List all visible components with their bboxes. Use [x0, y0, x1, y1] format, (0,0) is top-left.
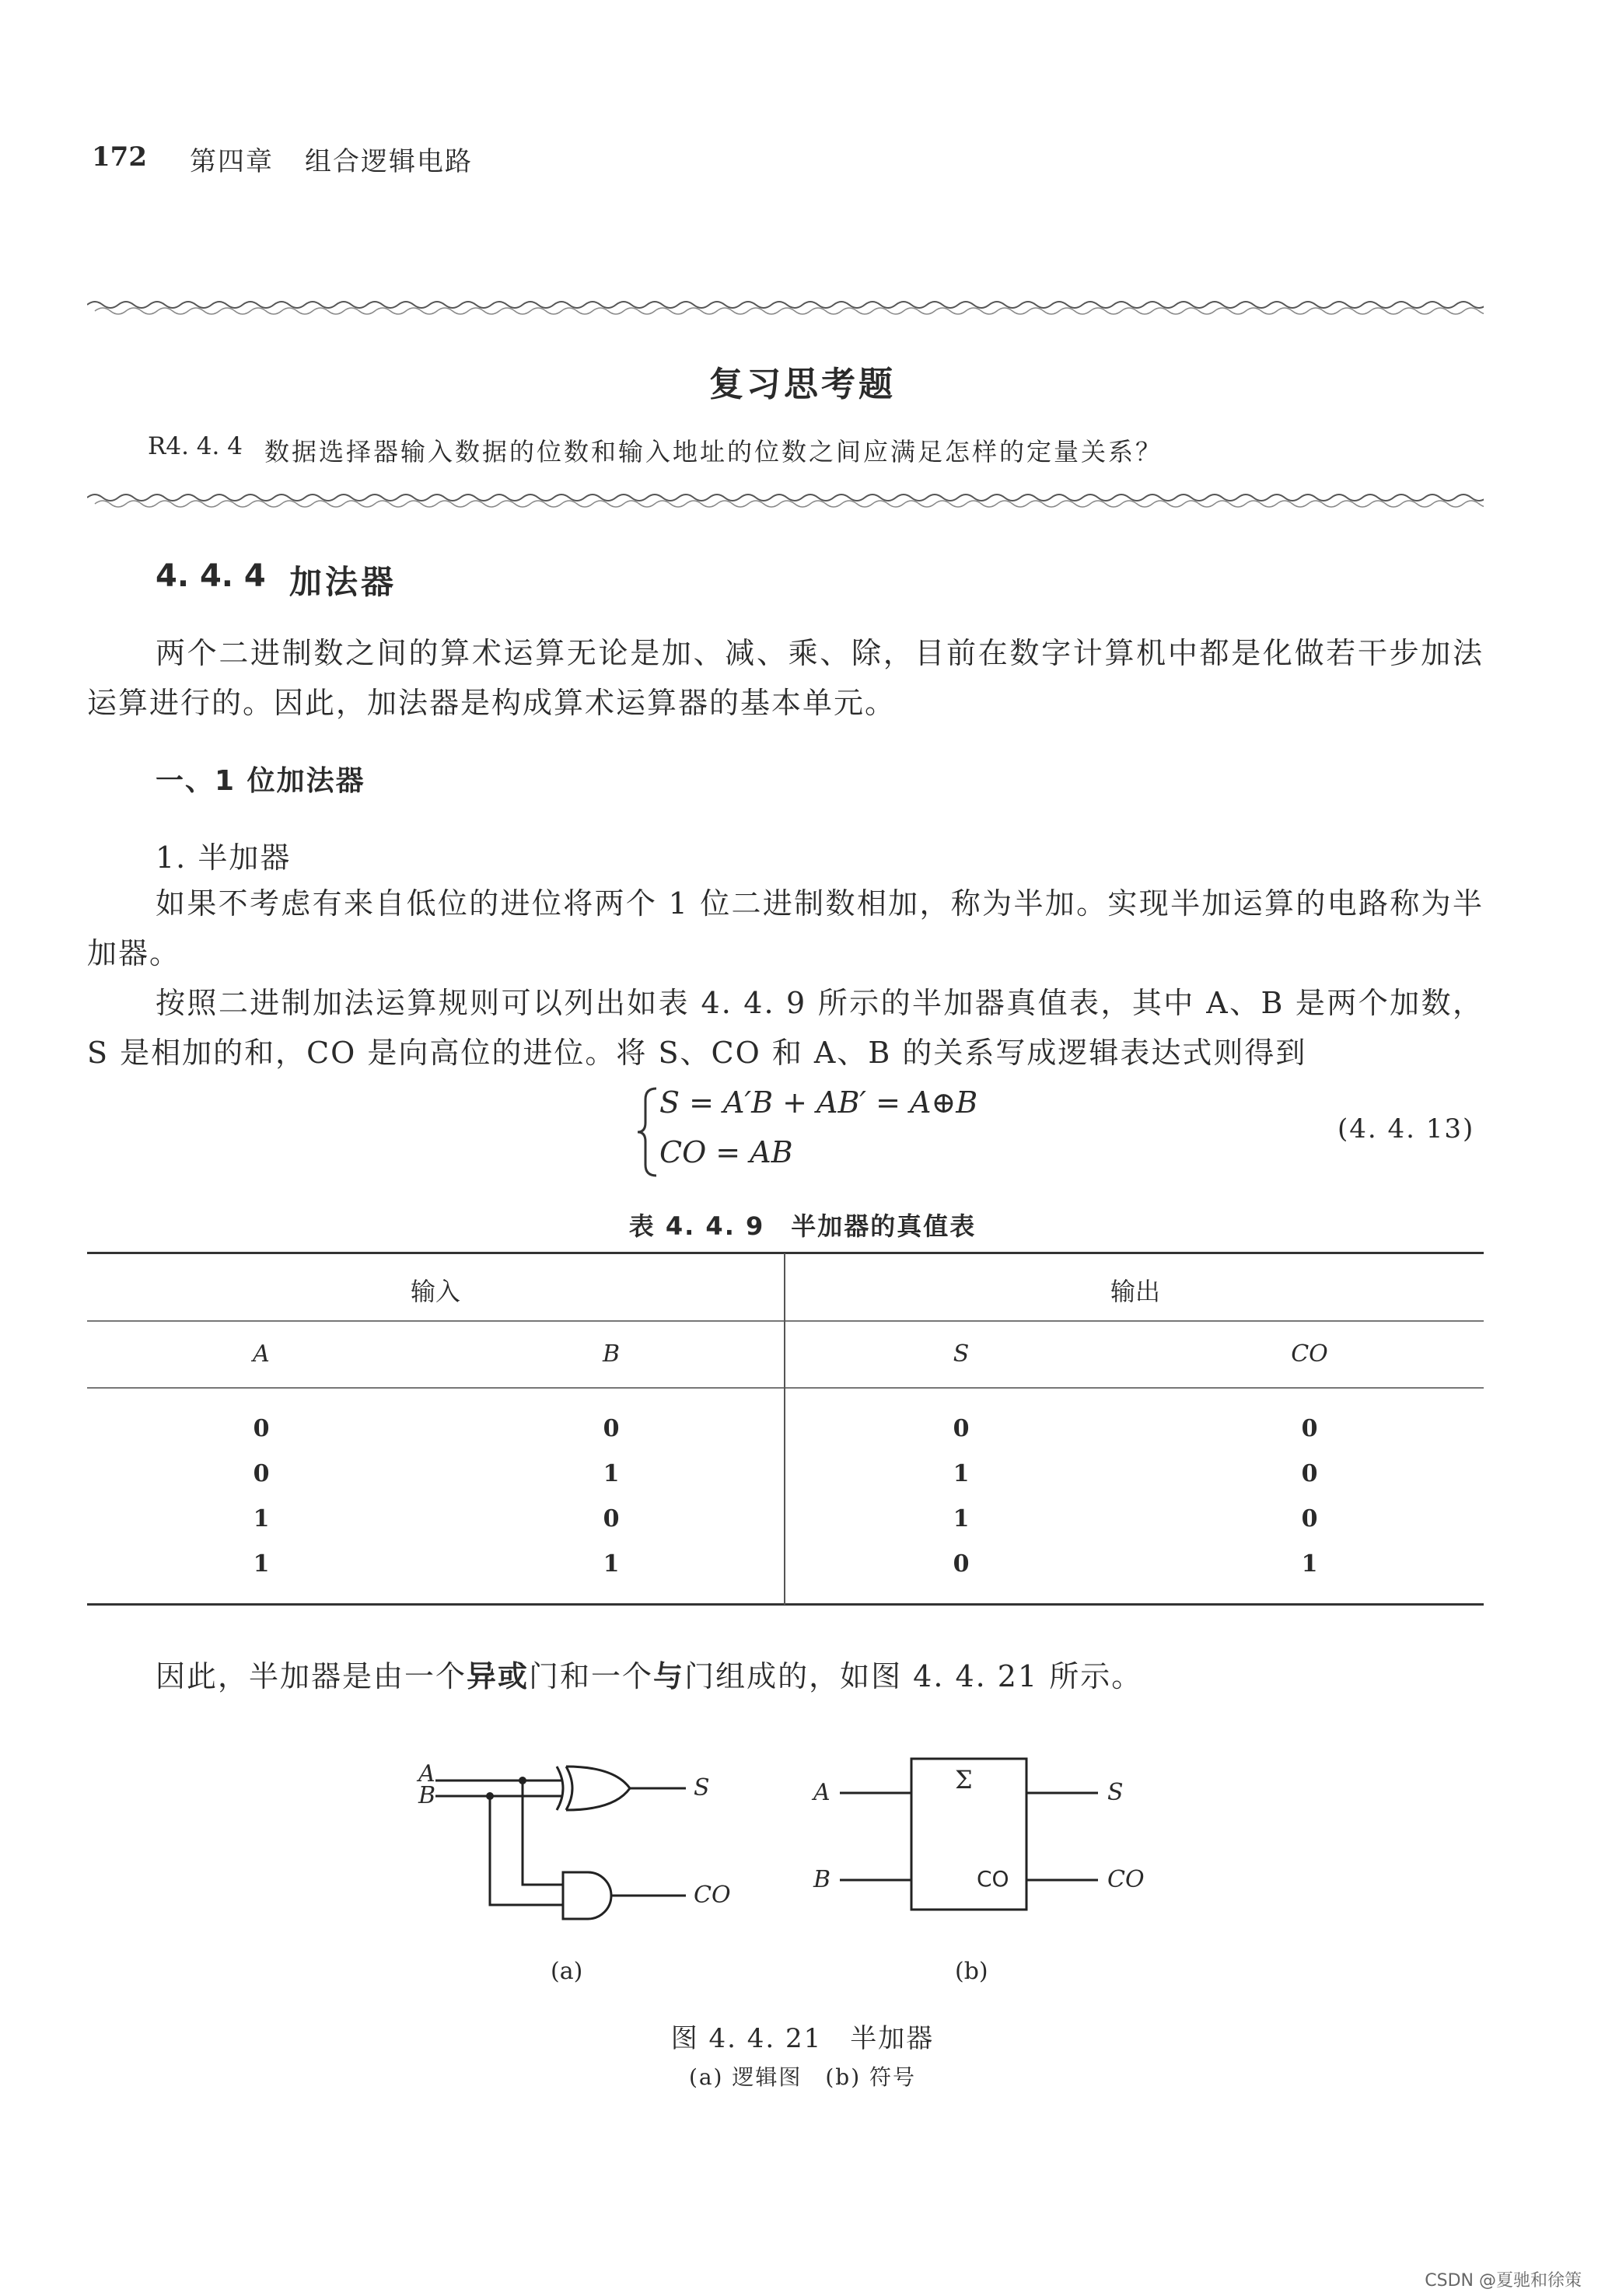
table-cell: 1 — [603, 1460, 620, 1487]
fig-b-output-s: S — [1107, 1779, 1124, 1806]
figure-caption: 图 4. 4. 21 半加器 — [670, 2023, 935, 2054]
table-cell: 1 — [953, 1505, 970, 1532]
table-caption: 表 4. 4. 9 半加器的真值表 — [628, 1211, 977, 1241]
p4-text-middle: 门和一个 — [529, 1659, 654, 1693]
table-cell: 0 — [1301, 1415, 1318, 1442]
fig-a-label: (a) — [551, 1958, 583, 1985]
subsubsection-title: 1. 半加器 — [156, 840, 292, 875]
watermark: CSDN @夏驰和徐策 — [1425, 2271, 1582, 2291]
table-cell: 0 — [953, 1415, 970, 1442]
section-number: 4. 4. 4 — [156, 558, 266, 594]
fig-a-input-a: A — [418, 1760, 435, 1788]
table-top-rule — [87, 1252, 1484, 1254]
review-question-id: R4. 4. 4 — [148, 432, 243, 460]
fig-a-output-s: S — [694, 1774, 710, 1802]
equation-brace — [636, 1085, 659, 1179]
paragraph-half-adder-definition: 如果不考虑有来自低位的进位将两个 1 位二进制数相加，称为半加。实现半加运算的电路称为半加器。 — [87, 886, 1484, 970]
table-header-rule — [87, 1387, 1484, 1389]
figure-subcaption: (a) 逻辑图 (b) 符号 — [688, 2064, 917, 2090]
review-title: 复习思考题 — [709, 365, 896, 404]
table-bottom-rule — [87, 1603, 1484, 1606]
chapter-title: 组合逻辑电路 — [305, 146, 473, 177]
section-title: 加法器 — [289, 563, 397, 601]
p4-and: 与 — [653, 1659, 685, 1693]
table-column-header: S — [953, 1340, 970, 1368]
equation-number: (4. 4. 13) — [1338, 1113, 1475, 1145]
p4-text-after: 门组成的，如图 4. 4. 21 所示。 — [684, 1659, 1143, 1693]
fig-b-input-a: A — [813, 1779, 830, 1806]
table-cell: 0 — [1301, 1505, 1318, 1532]
fig-b-output-co: CO — [1107, 1866, 1145, 1893]
figure-a-logic-diagram — [404, 1742, 762, 1944]
paragraph-truth-table-intro: 按照二进制加法运算规则可以列出如表 4. 4. 9 所示的半加器真值表，其中 A、B 是两个加数，S 是相加的和，CO 是向高位的进位。将 S、CO 和 A、B 的关系写成逻辑表达式则得到 — [87, 986, 1484, 1070]
page-number: 172 — [92, 142, 147, 173]
table-cell: 1 — [953, 1460, 970, 1487]
table-cell: 1 — [253, 1550, 270, 1578]
table-column-header: A — [253, 1340, 270, 1368]
table-cell: 0 — [603, 1505, 620, 1532]
table-column-header: CO — [1291, 1340, 1328, 1368]
table-column-header: B — [602, 1340, 621, 1368]
table-group-input: 输入 — [410, 1277, 460, 1306]
equation-line-carry: CO = AB — [659, 1135, 793, 1169]
subsection-title: 一、1 位加法器 — [156, 765, 365, 797]
fig-b-input-b: B — [813, 1866, 831, 1893]
figure-b-symbol — [824, 1742, 1151, 1928]
p4-text-before: 因此，半加器是由一个 — [156, 1659, 467, 1693]
fig-b-co-inner: CO — [977, 1866, 1009, 1892]
table-cell: 0 — [953, 1550, 970, 1578]
table-group-output: 输出 — [1110, 1277, 1160, 1306]
table-cell: 0 — [603, 1415, 620, 1442]
review-question-text: 数据选择器输入数据的位数和输入地址的位数之间应满足怎样的定量关系？ — [264, 437, 1163, 467]
equation-line-sum: S = A′B + AB′ = A⊕B — [659, 1085, 978, 1120]
paragraph-half-adder-composition — [87, 1651, 1484, 1701]
table-cell: 1 — [603, 1550, 620, 1578]
table-cell: 0 — [253, 1460, 270, 1487]
table-cell: 1 — [253, 1505, 270, 1532]
paragraph-intro: 两个二进制数之间的算术运算无论是加、减、乘、除，目前在数字计算机中都是化做若干步加法运算进行的。因此，加法器是构成算术运算器的基本单元。 — [87, 636, 1484, 720]
table-cell: 0 — [253, 1415, 270, 1442]
table-cell: 1 — [1301, 1550, 1318, 1578]
table-group-rule — [87, 1320, 1484, 1322]
wavy-divider-top — [87, 299, 1484, 317]
fig-a-output-co: CO — [694, 1882, 731, 1909]
table-divider — [784, 1253, 785, 1605]
chapter-label: 第四章 — [190, 146, 274, 177]
fig-a-input-b: B — [418, 1782, 436, 1809]
p4-xor: 异或 — [467, 1659, 530, 1693]
fig-b-sigma: Σ — [955, 1765, 973, 1795]
fig-b-label: (b) — [955, 1958, 988, 1985]
wavy-divider-bottom — [87, 491, 1484, 510]
table-cell: 0 — [1301, 1460, 1318, 1487]
